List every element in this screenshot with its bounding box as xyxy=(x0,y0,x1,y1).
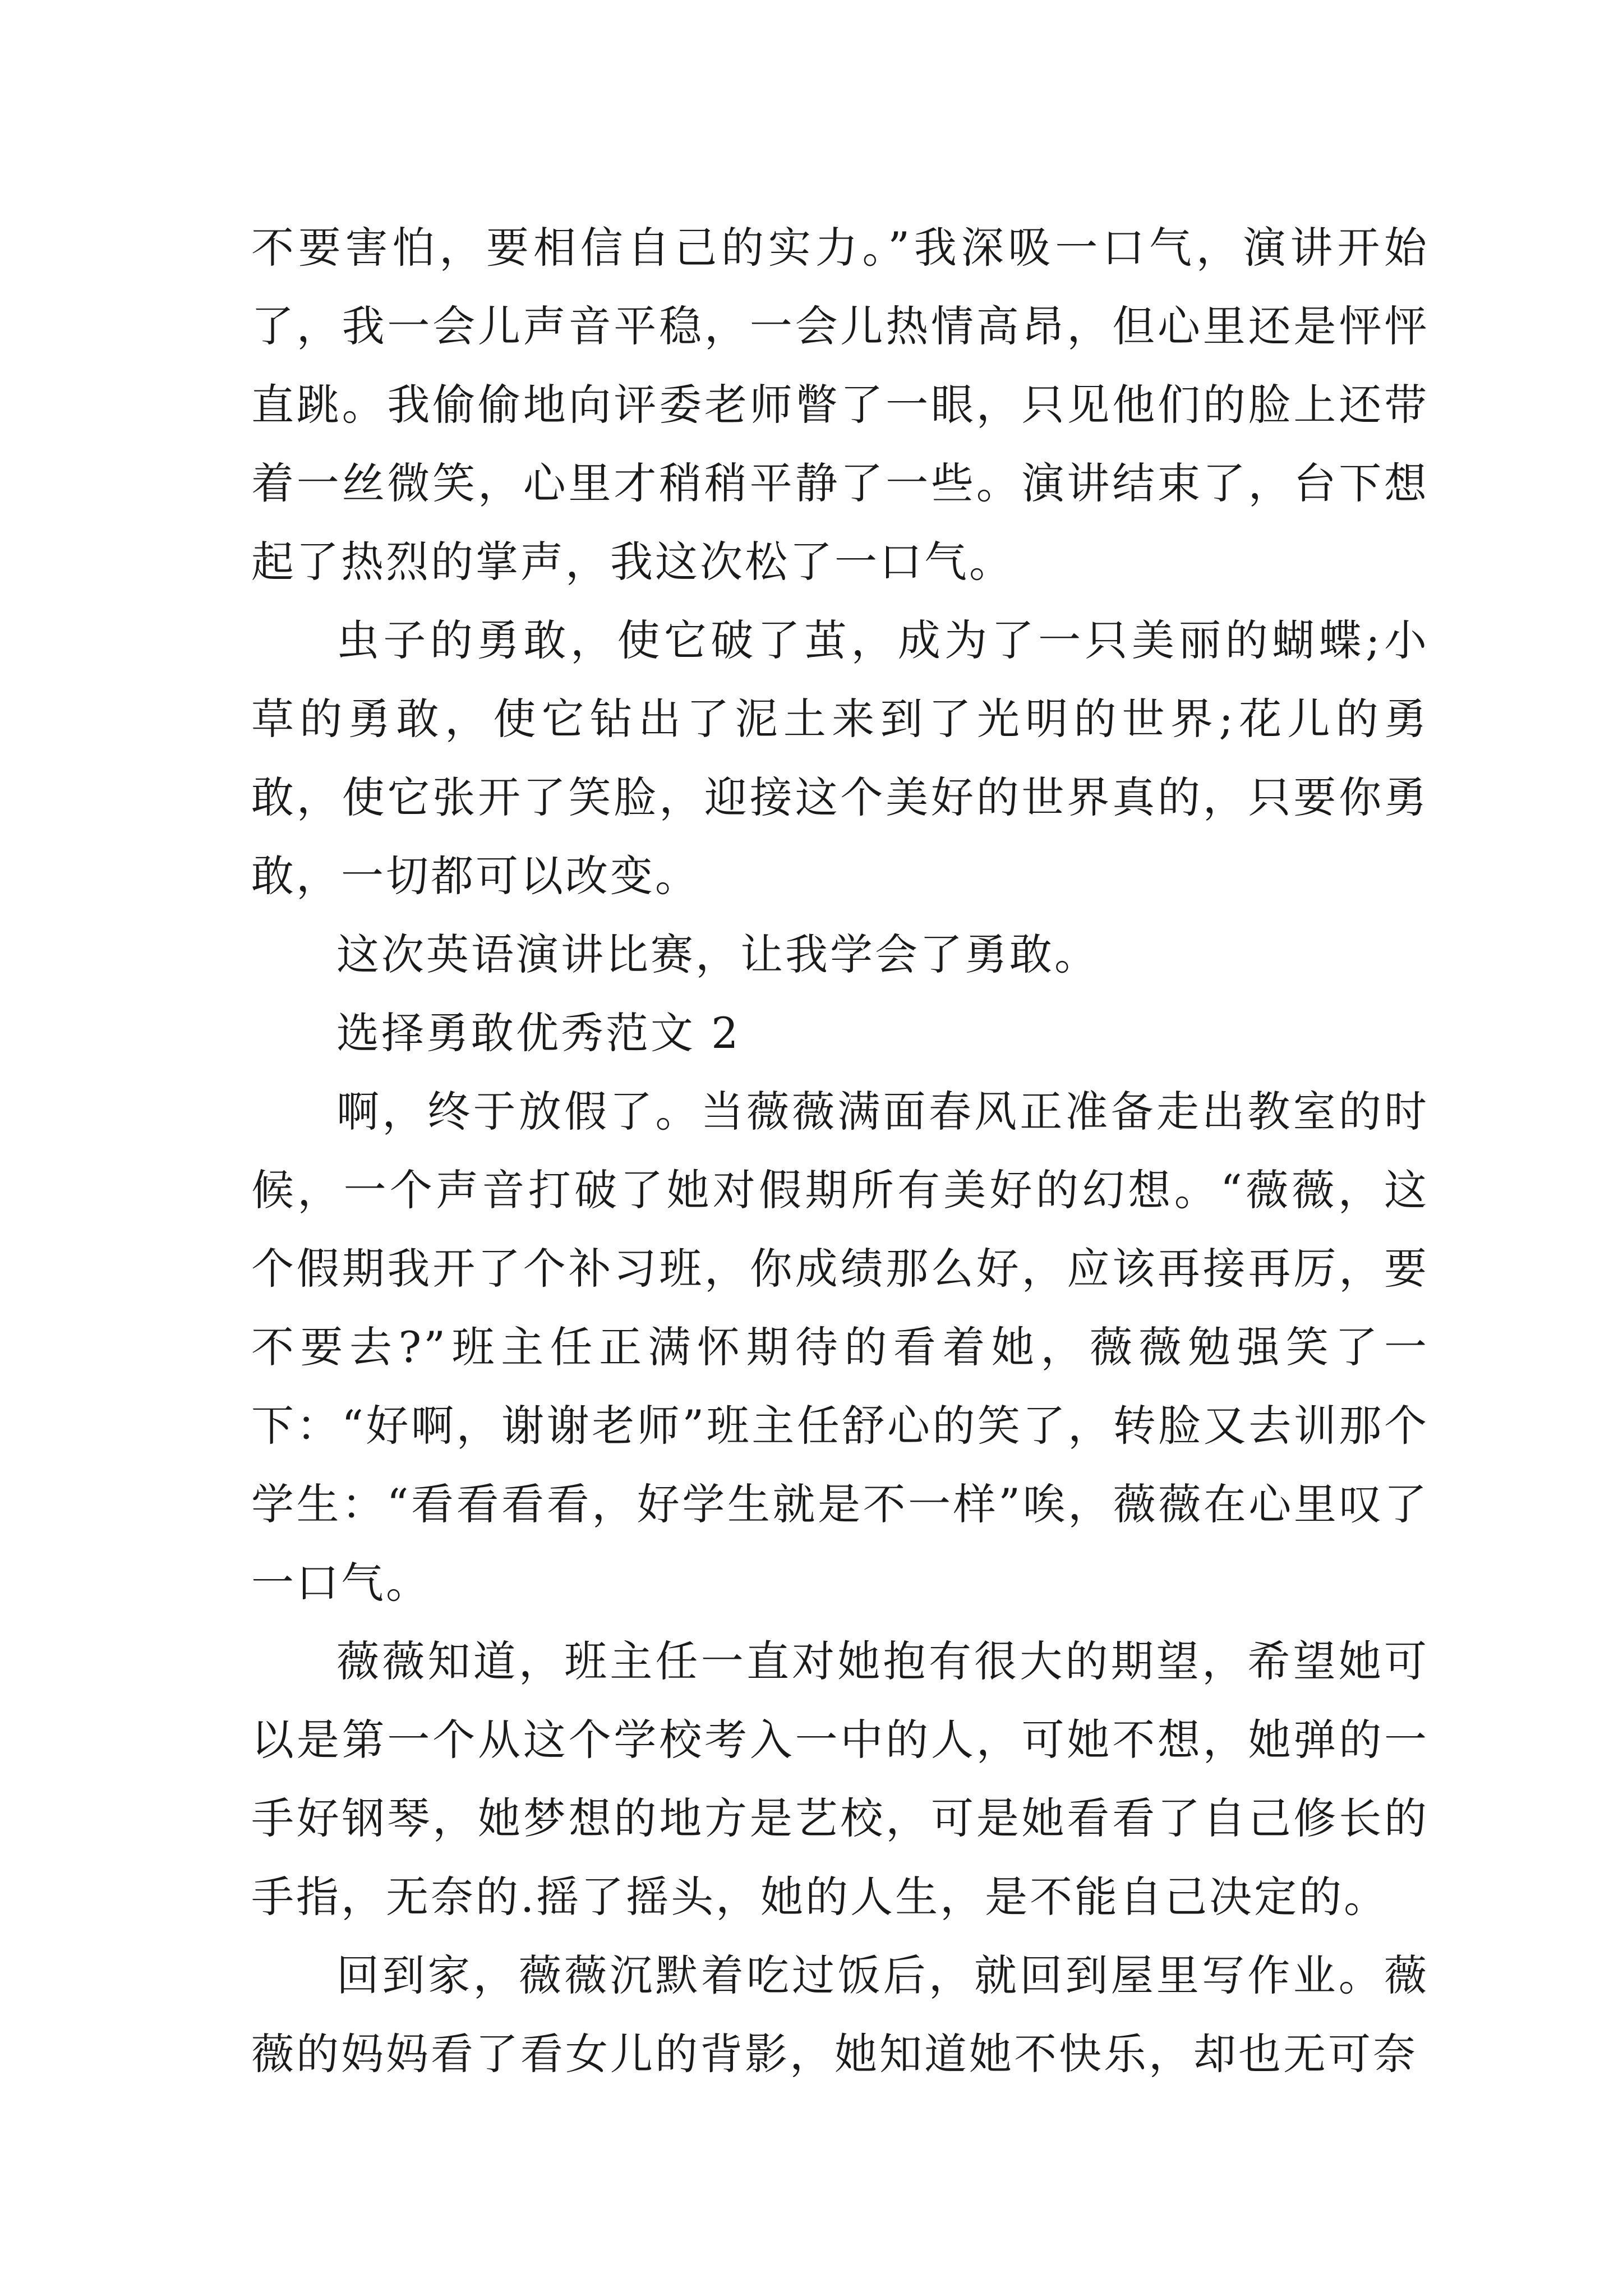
paragraph-expectation: 薇薇知道，班主任一直对她抱有很大的期望，希望她可以是第一个从这个学校考入一中的人，可她不想，她弹的一手好钢琴，她梦想的地方是艺校，可是她看看了自己修长的手指，无奈的.摇了摇头，她的人生，是不能自己决定的。 xyxy=(251,1636,1429,1922)
document-body xyxy=(251,209,1429,2093)
paragraph-speech-ending: 不要害怕，要相信自己的实力。”我深吸一口气，演讲开始了，我一会儿声音平稳，一会儿热情高昂，但心里还是怦怦直跳。我偷偷地向评委老师瞥了一眼，只见他们的脸上还带着一丝微笑，心里才稍稍平静了一些。演讲结束了，台下想起了热烈的掌声，我这次松了一口气。 xyxy=(251,223,1429,587)
section-heading: 选择勇敢优秀范文 2 xyxy=(336,1008,741,1058)
paragraph-holiday: 啊，终于放假了。当薇薇满面春风正准备走出教室的时候，一个声音打破了她对假期所有美好的幻想。“薇薇，这个假期我开了个补习班，你成绩那么好，应该再接再厉，要不要去?”班主任正满怀期待的看着她，薇薇勉强笑了一下：“好啊，谢谢老师”班主任舒心的笑了，转脸又去训那个学生：“看看看看，好学生就是不一样”唉，薇薇在心里叹了一口气。 xyxy=(251,1087,1429,1608)
paragraph-courage-metaphor: 虫子的勇敢，使它破了茧，成为了一只美丽的蝴蝶;小草的勇敢，使它钻出了泥土来到了光明的世界;花儿的勇敢，使它张开了笑脸，迎接这个美好的世界真的，只要你勇敢，一切都可以改变。 xyxy=(251,615,1429,901)
paragraph-lesson: 这次英语演讲比赛，让我学会了勇敢。 xyxy=(336,930,1099,979)
paragraph-home: 回到家，薇薇沉默着吃过饭后，就回到屋里写作业。薇薇的妈妈看了看女儿的背影，她知道她不快乐，却也无可奈 xyxy=(251,1950,1429,2079)
